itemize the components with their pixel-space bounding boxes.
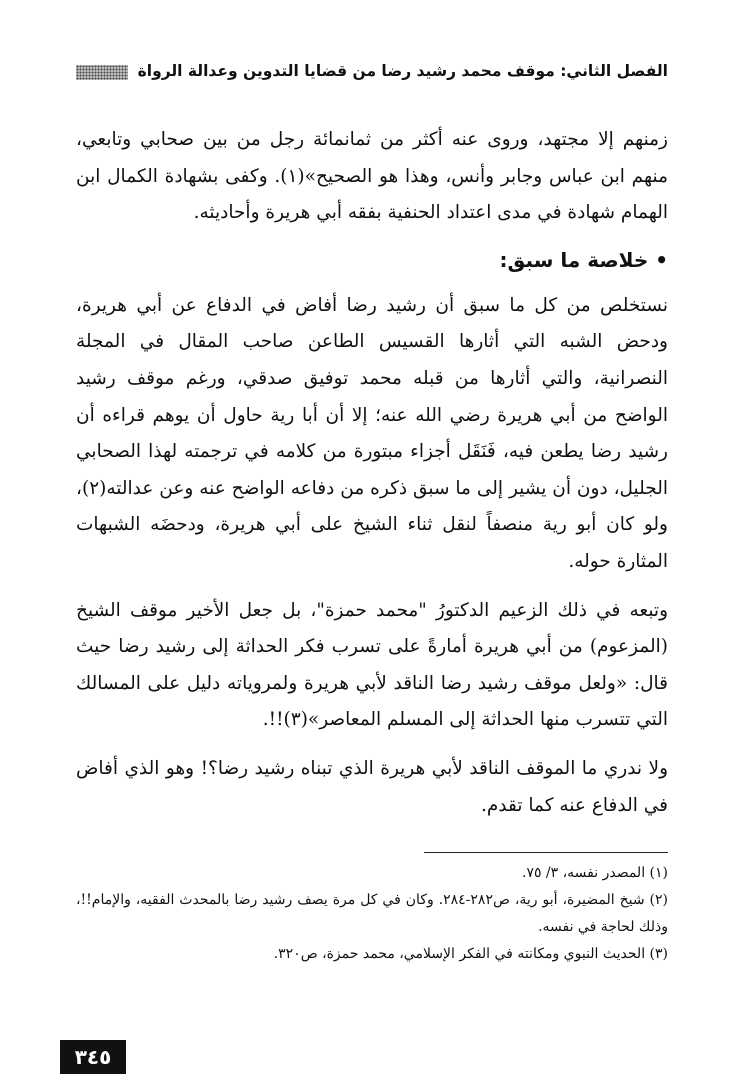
chapter-title: الفصل الثاني: موقف محمد رشيد رضا من قضايا التدوين وعدالة الرواة: [137, 62, 668, 81]
footnote-1: (١) المصدر نفسه، ٣/ ٧٥.: [521, 865, 668, 881]
paragraph-1: زمنهم إلا مجتهد، وروى عنه أكثر من ثمانمائة رجل من بين صحابي وتابعي، منهم ابن عباس وجابر وأنس، وهذا هو الصحيح»(١). وكفى بشهادة الكمال ابن الهمام شهادة في مدى اعتداد الحنفية بفقه أبي هريرة وأحاديثه.: [76, 129, 668, 224]
running-header: [76, 58, 668, 86]
paragraph-2: نستخلص من كل ما سبق أن رشيد رضا أفاض في الدفاع عن أبي هريرة، ودحض الشبه التي أثارها القسيس الطاعن صاحب المقال في المجلة النصرانية، والتي أثارها من قبله محمد توفيق صدقي، ورغم موقف رشيد الواضح من أبي هريرة رضي الله عنه؛ إلا أن أبا رية حاول أن يوهم قراءه أن رشيد رضا يطعن فيه، فَنَقَل أجزاء مبتورة من كلامه في ترجمته لهذا الصحابي الجليل، دون أن يشير إلى ما سبق ذكره من دفاعه الواضح عنه وعن عدالته(٢)، ولو كان أبو رية منصفاً لنقل ثناء الشيخ على أبي هريرة، ودحضَه الشبهات المثارة حوله.: [76, 294, 668, 572]
paragraph-4: ولا ندري ما الموقف الناقد لأبي هريرة الذي تبناه رشيد رضا؟! وهو الذي أفاض في الدفاع عنه كما تقدم.: [76, 757, 668, 816]
header-ornament: [76, 65, 128, 80]
footnote-3: (٣) الحديث النبوي ومكانته في الفكر الإسلامي، محمد حمزة، ص٣٢٠.: [273, 946, 668, 962]
paragraph-3: وتبعه في ذلك الزعيم الدكتورُ "محمد حمزة"، بل جعل الأخير موقف الشيخ (المزعوم) من أبي هريرة أمارةً على تسرب فكر الحداثة إلى رشيد رضا حيث قال: «ولعل موقف رشيد رضا الناقد لأبي هريرة ولمروياته دليل على المسالك التي تتسرب منها الحداثة إلى المسلم المعاصر»(٣)!!.: [76, 599, 668, 731]
footnote-separator: [424, 852, 668, 853]
footnote-2: (٢) شيخ المضيرة، أبو رية، ص٢٨٢-٢٨٤. وكان في كل مرة يصف رشيد رضا بالمحدث الفقيه، والإمام!!، وذلك لحاجة في نفسه.: [76, 892, 668, 935]
page-number: ٣٤٥: [60, 1040, 126, 1074]
footnotes: [76, 860, 668, 968]
section-heading: • خلاصة ما سبق:: [499, 247, 668, 272]
main-text: [76, 122, 668, 824]
